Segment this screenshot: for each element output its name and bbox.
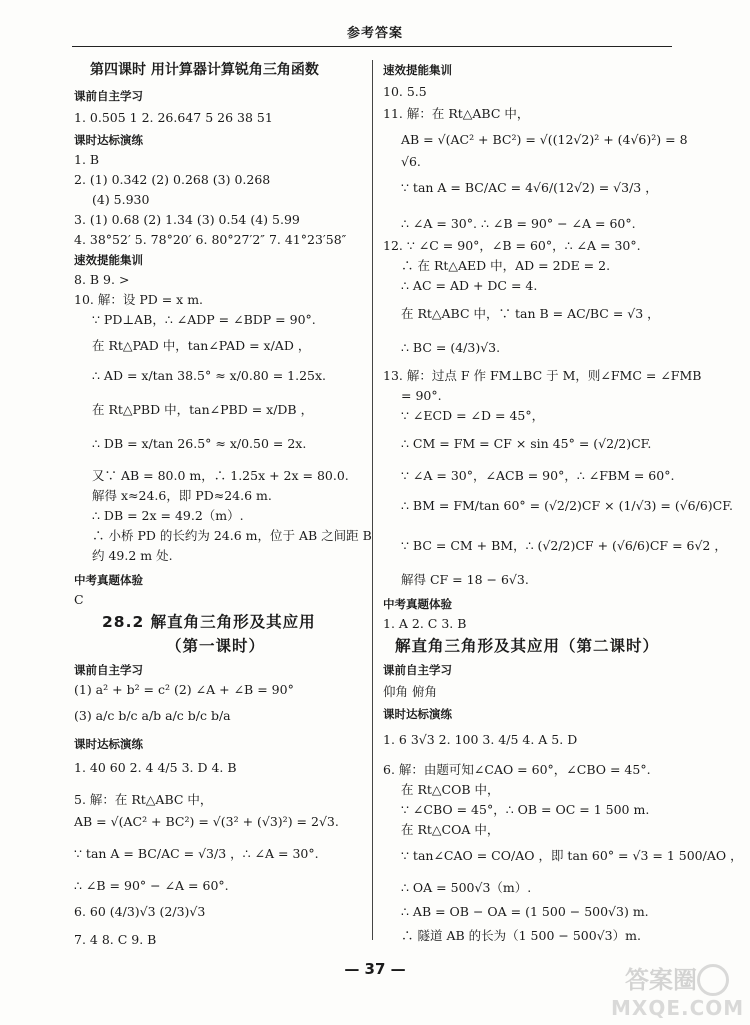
answer-line: 10. 5.5 bbox=[383, 84, 427, 99]
answer-line: (1) a² + b² = c² (2) ∠A + ∠B = 90° bbox=[74, 682, 294, 697]
answer-line: ∴ 隧道 AB 的长为（1 500 − 500√3）m. bbox=[401, 928, 641, 943]
watermark-text: 答案圈 bbox=[625, 966, 697, 994]
answer-line: 在 Rt△PBD 中，tan∠PBD = x/DB ， bbox=[92, 402, 314, 417]
column-divider bbox=[372, 60, 373, 940]
watermark-logo-icon bbox=[697, 964, 729, 996]
answer-line: ∴ DB = 2x = 49.2（m）. bbox=[92, 508, 244, 523]
answer-line: ∴ ∠B = 90° − ∠A = 60°. bbox=[74, 878, 229, 893]
section-heading: 课前自主学习 bbox=[383, 663, 452, 677]
answer-line: ∴ 在 Rt△AED 中，AD = 2DE = 2. bbox=[401, 258, 611, 273]
answer-line: ∵ ∠CBO = 45°，∴ OB = OC = 1 500 m. bbox=[401, 802, 650, 817]
answer-line: C bbox=[74, 592, 84, 607]
answer-line: ∴ BC = (4/3)√3. bbox=[401, 340, 501, 355]
answer-line: ∵ ∠ECD = ∠D = 45°， bbox=[401, 408, 545, 423]
answer-line: ∵ tan A = BC/AC = 4√6/(12√2) = √3/3 ， bbox=[401, 180, 658, 195]
answer-line: 13. 解：过点 F 作 FM⊥BC 于 M，则∠FMC = ∠FMB bbox=[383, 368, 702, 383]
answer-line: 7. 4 8. C 9. B bbox=[74, 932, 157, 947]
section-heading: 速效提能集训 bbox=[383, 63, 452, 77]
page-number: — 37 — bbox=[344, 960, 406, 978]
answer-line: 仰角 俯角 bbox=[383, 684, 437, 699]
watermark bbox=[605, 960, 745, 1020]
answer-line: ∴ BM = FM/tan 60° = (√2/2)CF × (1/√3) = (√6/6)CF. bbox=[401, 498, 733, 513]
answer-line: AB = √(AC² + BC²) = √(3² + (√3)²) = 2√3. bbox=[74, 814, 339, 829]
answer-line: √6. bbox=[401, 154, 421, 169]
section-heading: 中考真题体验 bbox=[383, 597, 452, 611]
answer-line: 1. 40 60 2. 4 4/5 3. D 4. B bbox=[74, 760, 237, 775]
answer-line: 5. 解：在 Rt△ABC 中， bbox=[74, 792, 213, 807]
answer-line: 1. A 2. C 3. B bbox=[383, 616, 467, 631]
answer-line: (3) a/c b/c a/b a/c b/c b/a bbox=[74, 708, 231, 723]
answer-line: ∵ tan∠CAO = CO/AO ，即 tan 60° = √3 = 1 500/AO ， bbox=[401, 848, 743, 863]
lesson-title: （第一课时） bbox=[166, 637, 266, 655]
answer-line: ∵ PD⊥AB，∴ ∠ADP = ∠BDP = 90°. bbox=[92, 312, 316, 327]
answer-line: ∴ CM = FM = CF × sin 45° = (√2/2)CF. bbox=[401, 436, 652, 451]
answer-line: 12. ∵ ∠C = 90°，∠B = 60°，∴ ∠A = 30°. bbox=[383, 238, 641, 253]
answer-line: = 90°. bbox=[401, 388, 442, 403]
answer-line: 在 Rt△COA 中， bbox=[401, 822, 500, 837]
answer-line: ∴ 小桥 PD 的长约为 24.6 m，位于 AB 之间距 B bbox=[92, 528, 372, 543]
answer-line: ∴ AB = OB − OA = (1 500 − 500√3) m. bbox=[401, 904, 649, 919]
answer-line: AB = √(AC² + BC²) = √((12√2)² + (4√6)²) = 8 bbox=[401, 132, 688, 147]
section-heading: 课前自主学习 bbox=[74, 89, 143, 103]
section-heading: 速效提能集训 bbox=[74, 253, 143, 267]
answer-line: ∵ tan A = BC/AC = √3/3 ，∴ ∠A = 30°. bbox=[74, 846, 319, 861]
answer-line: 10. 解：设 PD = x m. bbox=[74, 292, 204, 307]
answer-line: ∴ DB = x/tan 26.5° ≈ x/0.50 = 2x. bbox=[92, 436, 307, 451]
lesson-title: 第四课时 用计算器计算锐角三角函数 bbox=[90, 62, 319, 78]
answer-line: ∵ BC = CM + BM，∴ (√2/2)CF + (√6/6)CF = 6√2 ， bbox=[401, 538, 727, 553]
answer-line: 解得 x≈24.6，即 PD≈24.6 m. bbox=[92, 488, 272, 503]
answer-line: 在 Rt△ABC 中，∵ tan B = AC/BC = √3 ， bbox=[401, 306, 660, 321]
lesson-title: 解直角三角形及其应用（第二课时） bbox=[395, 637, 660, 655]
answer-line: 在 Rt△PAD 中，tan∠PAD = x/AD ， bbox=[92, 338, 311, 353]
section-heading: 课前自主学习 bbox=[74, 663, 143, 677]
answer-line: 1. 0.505 1 2. 26.647 5 26 38 51 bbox=[74, 110, 273, 125]
answer-line: 6. 60 (4/3)√3 (2/3)√3 bbox=[74, 904, 206, 919]
answer-line: 在 Rt△COB 中， bbox=[401, 782, 500, 797]
answer-line: 2. (1) 0.342 (2) 0.268 (3) 0.268 bbox=[74, 172, 271, 187]
answer-line: ∴ OA = 500√3（m）. bbox=[401, 880, 532, 895]
header-rule bbox=[72, 46, 672, 47]
answer-line: 1. B bbox=[74, 152, 100, 167]
answer-line: 解得 CF = 18 − 6√3. bbox=[401, 572, 529, 587]
answer-line: 1. 6 3√3 2. 100 3. 4/5 4. A 5. D bbox=[383, 732, 578, 747]
answer-line: ∴ AD = x/tan 38.5° ≈ x/0.80 = 1.25x. bbox=[92, 368, 327, 383]
answer-line: 又∵ AB = 80.0 m，∴ 1.25x + 2x = 80.0. bbox=[92, 468, 349, 483]
answer-line: 4. 38°52′ 5. 78°20′ 6. 80°27′2″ 7. 41°23′58″ bbox=[74, 232, 347, 247]
lesson-title: 28.2 解直角三角形及其应用 bbox=[102, 613, 316, 631]
answer-line: 约 49.2 m 处. bbox=[92, 548, 173, 563]
section-heading: 课时达标演练 bbox=[383, 707, 452, 721]
answer-line: 3. (1) 0.68 (2) 1.34 (3) 0.54 (4) 5.99 bbox=[74, 212, 300, 227]
section-heading: 课时达标演练 bbox=[74, 737, 143, 751]
answer-line: 8. B 9. > bbox=[74, 272, 130, 287]
answer-line: ∴ ∠A = 30°. ∴ ∠B = 90° − ∠A = 60°. bbox=[401, 216, 636, 231]
answer-line: ∵ ∠A = 30°，∠ACB = 90°，∴ ∠FBM = 60°. bbox=[401, 468, 675, 483]
answer-line: 11. 解：在 Rt△ABC 中， bbox=[383, 106, 530, 121]
section-heading: 课时达标演练 bbox=[74, 133, 143, 147]
page-header: 参考答案 bbox=[346, 26, 403, 41]
watermark-url: MXQE.COM bbox=[611, 996, 745, 1020]
answer-line: 6. 解：由题可知∠CAO = 60°，∠CBO = 45°. bbox=[383, 762, 651, 777]
answer-line: (4) 5.930 bbox=[92, 192, 150, 207]
answer-line: ∴ AC = AD + DC = 4. bbox=[401, 278, 538, 293]
section-heading: 中考真题体验 bbox=[74, 573, 143, 587]
